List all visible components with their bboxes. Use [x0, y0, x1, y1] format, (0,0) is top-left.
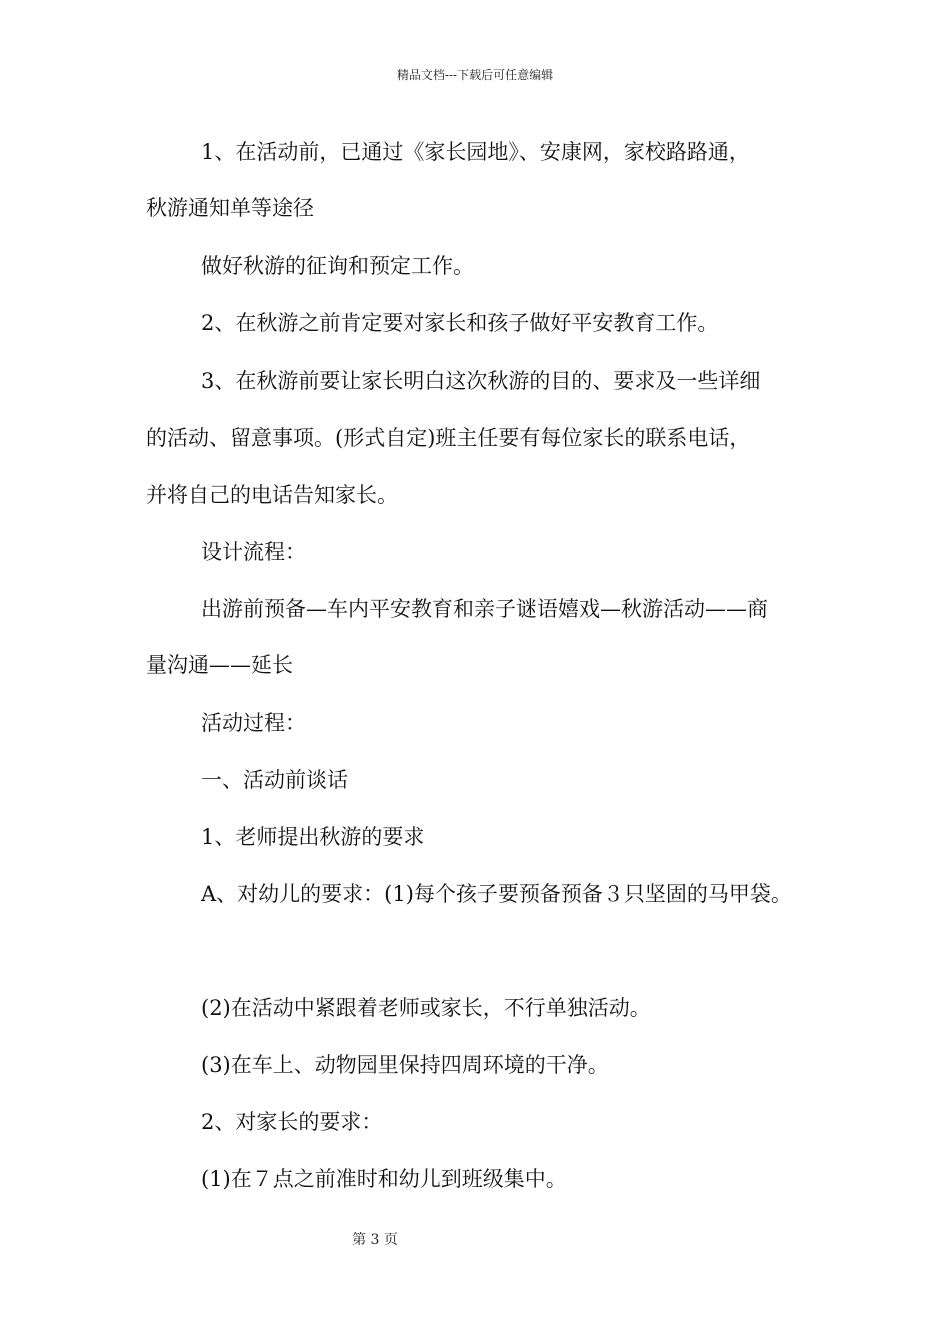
- page-number: 第 3 页: [352, 1232, 398, 1248]
- paragraph-line: 出游前预备—车内平安教育和亲子谜语嬉戏—秋游活动——商: [201, 597, 768, 621]
- paragraph-line: 的活动、留意事项。(形式自定)班主任要有每位家长的联系电话，: [146, 426, 751, 450]
- paragraph-line: 并将自己的电话告知家长。: [146, 483, 398, 507]
- paragraph-line: 一、活动前谈话: [201, 768, 348, 792]
- paragraph-line: 秋游通知单等途径: [146, 196, 314, 220]
- paragraph-line: 2、对家长的要求：: [201, 1110, 383, 1134]
- paragraph-line: 做好秋游的征询和预定工作。: [201, 254, 474, 278]
- paragraph-line: 3、在秋游前要让家长明白这次秋游的目的、要求及一些详细: [201, 369, 761, 393]
- paragraph-line: 1、在活动前，已通过《家长园地》、安康网，家校路路通，: [201, 140, 750, 164]
- paragraph-line: 活动过程：: [201, 711, 306, 735]
- page-header: 精品文档---下载后可任意编辑: [396, 68, 554, 82]
- paragraph-line: 量沟通——延长: [146, 653, 293, 677]
- paragraph-line: (3)在车上、动物园里保持四周环境的干净。: [201, 1053, 609, 1077]
- paragraph-line: (1)在７点之前准时和幼儿到班级集中。: [201, 1167, 567, 1191]
- paragraph-line: 设计流程：: [201, 540, 306, 564]
- paragraph-line: 1、老师提出秋游的要求: [201, 825, 425, 849]
- paragraph-line: A、对幼儿的要求：(1)每个孩子要预备预备３只坚固的马甲袋。: [201, 882, 792, 906]
- paragraph-line: 2、在秋游之前肯定要对家长和孩子做好平安教育工作。: [201, 311, 719, 335]
- paragraph-line: (2)在活动中紧跟着老师或家长，不行单独活动。: [201, 996, 651, 1020]
